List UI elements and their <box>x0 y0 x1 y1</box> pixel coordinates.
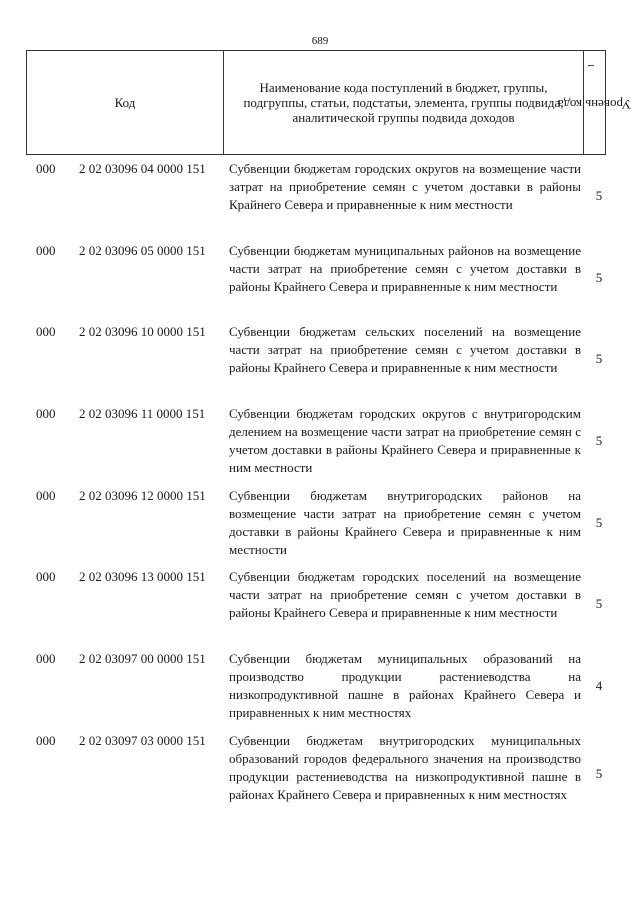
row-admin-code: 000 <box>36 651 56 666</box>
row-name: Субвенции бюджетам внутригородских муниципальных образований городов федерального значения на производство продукции растениеводства на низкопродуктивной пашне в районах Крайнего Севера и приравненных к ним местностях <box>229 733 581 802</box>
row-name: Субвенции бюджетам городских поселений на возмещение части затрат на приобретение семян с учетом доставки в районы Крайнего Севера и приравненные к ним местности <box>229 569 581 620</box>
header-level <box>558 51 632 154</box>
header-level-label: Уровень кода <box>558 97 632 113</box>
row-admin-code: 000 <box>36 324 56 339</box>
row-level: 5 <box>595 433 603 448</box>
row-revenue-code: 2 02 03096 10 0000 151 <box>79 324 206 339</box>
header-code: Код <box>114 94 136 110</box>
row-revenue-code: 2 02 03096 13 0000 151 <box>79 569 206 584</box>
row-admin-code: 000 <box>36 406 56 421</box>
row-name: Субвенции бюджетам городских округов на возмещение части затрат на приобретение семян с учетом доставки в районы Крайнего Севера и приравненные к ним местности <box>229 161 581 212</box>
header-name: Наименование кода поступлений в бюджет, группы, подгруппы, статьи, подстатьи, элемента, группы подвида, аналитической группы подвида доходов <box>243 80 564 125</box>
row-name: Субвенции бюджетам внутригородских районов на возмещение части затрат на приобретение семян с учетом доставки в районы Крайнего Севера и приравненные к ним местности <box>229 488 581 557</box>
row-name: Субвенции бюджетам городских округов с внутригородским делением на возмещение части затрат на приобретение семян с учетом доставки в районы Крайнего Севера и приравненные к ним местности <box>229 406 581 475</box>
row-revenue-code: 2 02 03097 00 0000 151 <box>79 651 206 666</box>
row-level: 5 <box>595 351 603 366</box>
row-revenue-code: 2 02 03096 11 0000 151 <box>79 406 206 421</box>
row-level: 5 <box>595 270 603 285</box>
table-header <box>26 50 632 155</box>
row-revenue-code: 2 02 03096 04 0000 151 <box>79 161 206 176</box>
page-number: 689 <box>311 35 329 47</box>
row-name: Субвенции бюджетам сельских поселений на возмещение части затрат на приобретение семян с учетом доставки в районы Крайнего Севера и приравненные к ним местности <box>229 324 581 375</box>
row-revenue-code: 2 02 03097 03 0000 151 <box>79 733 206 748</box>
row-level: 5 <box>595 766 603 781</box>
row-name: Субвенции бюджетам муниципальных районов на возмещение части затрат на приобретение семян с учетом доставки в районы Крайнего Севера и приравненные к ним местности <box>229 243 581 294</box>
row-admin-code: 000 <box>36 569 56 584</box>
row-admin-code: 000 <box>36 488 56 503</box>
row-revenue-code: 2 02 03096 05 0000 151 <box>79 243 206 258</box>
row-level: 5 <box>595 515 603 530</box>
row-level: 5 <box>595 188 603 203</box>
row-name: Субвенции бюджетам муниципальных образований на производство продукции растениеводства на низкопродуктивной пашне в районах Крайнего Севера и приравненных к ним местностях <box>229 651 581 720</box>
row-admin-code: 000 <box>36 161 56 176</box>
row-level: 4 <box>595 678 603 693</box>
header-level-footnote: 1 <box>586 63 596 68</box>
row-level: 5 <box>595 596 603 611</box>
row-revenue-code: 2 02 03096 12 0000 151 <box>79 488 206 503</box>
row-admin-code: 000 <box>36 243 56 258</box>
row-admin-code: 000 <box>36 733 56 748</box>
